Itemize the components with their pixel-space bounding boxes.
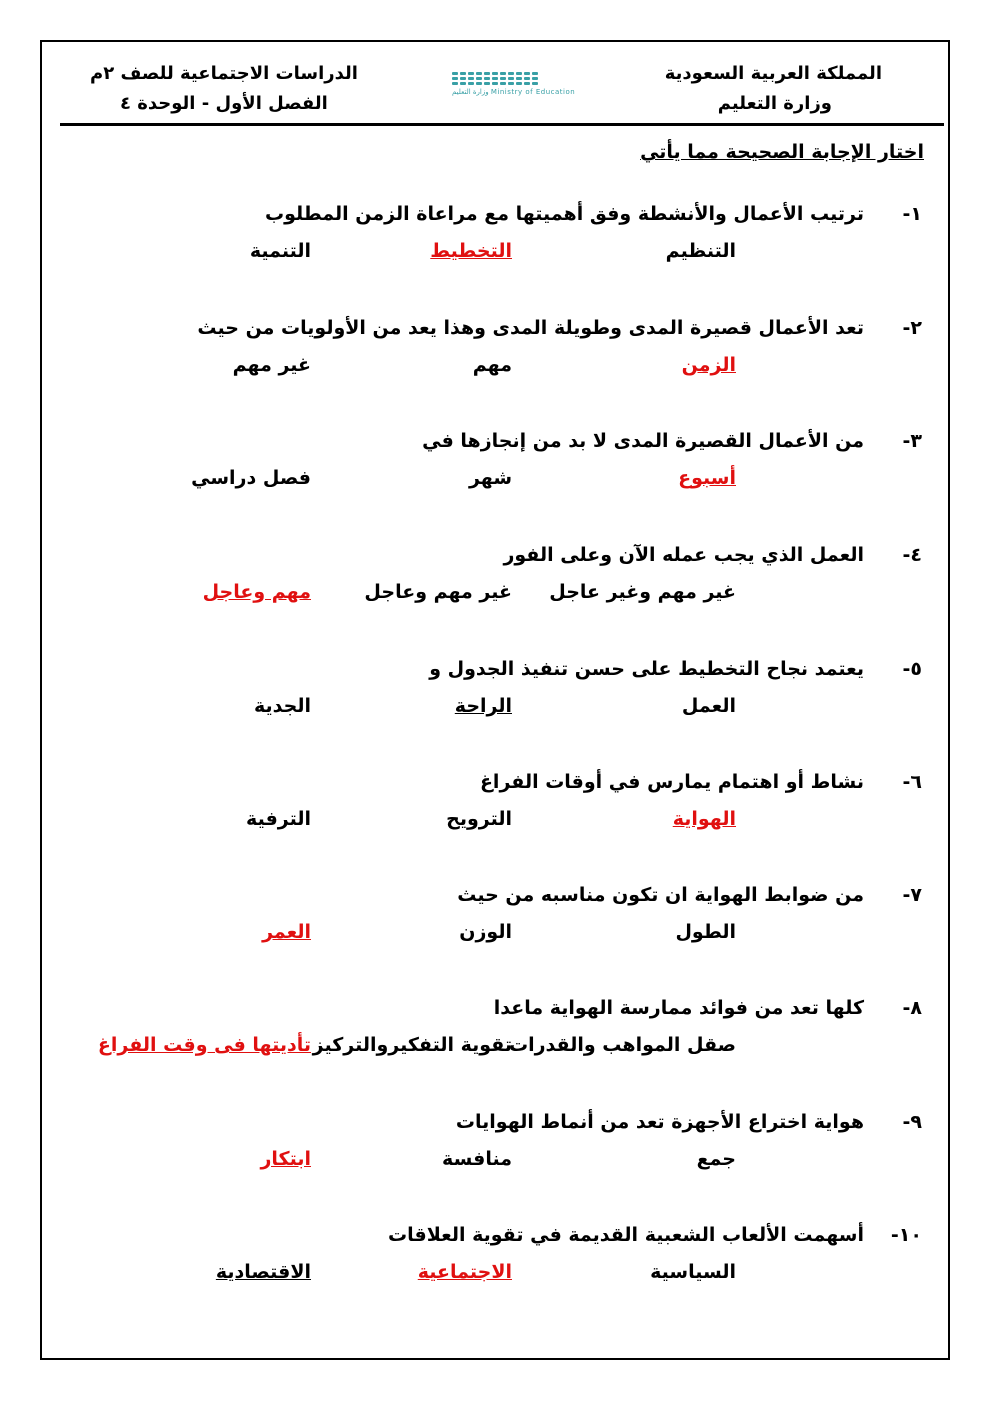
answer-option[interactable]: شهر <box>468 467 512 489</box>
question-text: كلها تعد من فوائد ممارسة الهواية ماعدا <box>493 997 864 1019</box>
answer-option[interactable]: جمع <box>696 1148 736 1170</box>
answer-option[interactable]: غير مهم وغير عاجل <box>549 581 736 603</box>
question-text: أسهمت الألعاب الشعبية القديمة في تقوية العلاقات <box>388 1224 864 1246</box>
answer-option[interactable]: الترفية <box>246 808 311 830</box>
answer-option-correct[interactable]: مهم وعاجل <box>202 581 311 603</box>
question-5 <box>42 658 922 758</box>
question-text: هواية اختراع الأجهزة تعد من أنماط الهوايات <box>455 1111 864 1133</box>
answer-option-correct[interactable]: ابتكار <box>260 1148 311 1170</box>
answer-option-correct[interactable]: الزمن <box>681 354 736 376</box>
answer-option-correct[interactable]: الهواية <box>672 808 736 830</box>
question-1 <box>42 203 922 303</box>
answer-option[interactable]: الاقتصادية <box>215 1261 311 1283</box>
answer-option[interactable]: الطول <box>675 921 736 943</box>
answer-option[interactable]: العمل <box>681 695 736 717</box>
answer-option[interactable]: غير مهم <box>232 354 311 376</box>
question-4 <box>42 544 922 644</box>
answer-option[interactable]: التنمية <box>249 240 311 262</box>
answer-option-correct[interactable]: أسبوع <box>678 467 736 489</box>
question-number: ٢- <box>902 317 922 339</box>
answer-option[interactable]: السياسية <box>650 1261 736 1283</box>
question-text: من الأعمال القصيرة المدى لا بد من إنجازها في <box>422 430 864 452</box>
question-number: ٩- <box>902 1111 922 1133</box>
header-ministry: وزارة التعليم <box>717 93 832 114</box>
question-number: ٧- <box>902 884 922 906</box>
question-3 <box>42 430 922 530</box>
question-number: ١- <box>902 203 922 225</box>
question-9 <box>42 1111 922 1211</box>
answer-option[interactable]: غير مهم وعاجل <box>364 581 512 603</box>
question-2 <box>42 317 922 417</box>
header-unit: الفصل الأول - الوحدة ٤ <box>120 93 328 114</box>
answer-option[interactable]: الوزن <box>459 921 512 943</box>
answer-option[interactable]: منافسة <box>442 1148 512 1170</box>
answer-option-correct[interactable]: التخطيط <box>430 240 512 262</box>
question-number: ١٠- <box>890 1224 922 1246</box>
question-8 <box>42 997 922 1097</box>
answer-option-correct[interactable]: الاجتماعية <box>417 1261 512 1283</box>
answer-option[interactable]: الراحة <box>454 695 512 717</box>
question-number: ٥- <box>902 658 922 680</box>
question-text: يعتمد نجاح التخطيط على حسن تنفيذ الجدول و <box>429 658 864 680</box>
question-number: ٦- <box>902 771 922 793</box>
question-number: ٣- <box>902 430 922 452</box>
answer-option-correct[interactable]: العمر <box>262 921 311 943</box>
instruction-title: اختار الإجابة الصحيحة مما يأتي <box>640 141 924 163</box>
header-divider <box>60 123 944 126</box>
header-subject: الدراسات الاجتماعية للصف ٢م <box>90 63 358 84</box>
answer-option[interactable]: مهم <box>472 354 512 376</box>
question-text: نشاط أو اهتمام يمارس في أوقات الفراغ <box>479 771 864 793</box>
answer-option[interactable]: فصل دراسي <box>191 467 311 489</box>
question-7 <box>42 884 922 984</box>
question-10 <box>42 1224 922 1324</box>
header-kingdom: المملكة العربية السعودية <box>664 63 882 84</box>
answer-option[interactable]: الجدية <box>254 695 311 717</box>
answer-option[interactable]: تقوية التفكيروالتركيز <box>312 1034 512 1056</box>
logo-caption: وزارة التعليم Ministry of Education <box>452 88 576 96</box>
answer-option-correct[interactable]: تأديتها فى وقت الفراغ <box>97 1034 311 1056</box>
ministry-logo <box>452 72 576 112</box>
question-text: تعد الأعمال قصيرة المدى وطويلة المدى وهذا يعد من الأولويات من حيث <box>197 317 864 339</box>
answer-option[interactable]: التنظيم <box>665 240 736 262</box>
question-number: ٤- <box>902 544 922 566</box>
answer-option[interactable]: الترويح <box>446 808 512 830</box>
question-number: ٨- <box>902 997 922 1019</box>
question-text: العمل الذي يجب عمله الآن وعلى الفور <box>503 544 864 566</box>
question-text: ترتيب الأعمال والأنشطة وفق أهميتها مع مراعاة الزمن المطلوب <box>265 203 864 225</box>
answer-option[interactable]: صقل المواهب والقدرات <box>509 1034 736 1056</box>
question-6 <box>42 771 922 871</box>
question-text: من ضوابط الهواية ان تكون مناسبه من حيث <box>457 884 864 906</box>
